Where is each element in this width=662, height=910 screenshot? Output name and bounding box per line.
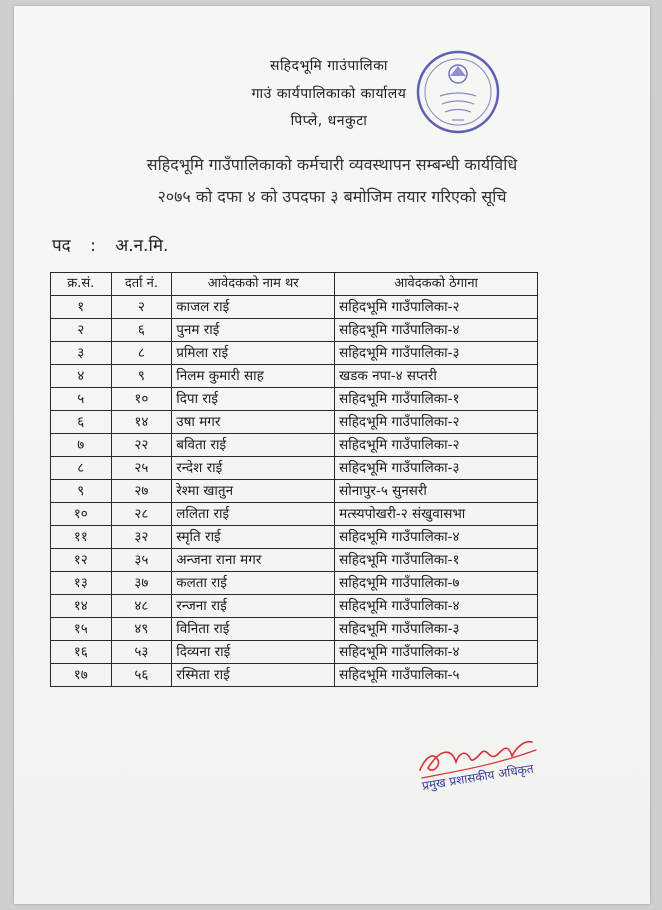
table-row	[51, 434, 538, 457]
cell-name: अन्जना राना मगर	[172, 549, 335, 572]
cell-address: सहिदभूमि गाउँपालिका-४	[335, 641, 538, 664]
notice-heading-line1: सहिदभूमि गाउँपालिकाको कर्मचारी व्यवस्थापन सम्बन्धी कार्यविधि	[146, 155, 518, 174]
cell-reg-no: ५६	[111, 664, 172, 687]
cell-reg-no: ८	[111, 342, 172, 365]
table-body	[51, 296, 538, 687]
header-name: आवेदकको नाम थर	[172, 273, 335, 296]
cell-reg-no: १०	[111, 388, 172, 411]
cell-name: दिपा राई	[172, 388, 335, 411]
table-row	[51, 411, 538, 434]
cell-address: सहिदभूमि गाउँपालिका-२	[335, 411, 538, 434]
cell-reg-no: २५	[111, 457, 172, 480]
cell-serial: ६	[51, 411, 112, 434]
cell-serial: १३	[51, 572, 112, 595]
cell-address: सोनापुर-५ सुनसरी	[335, 480, 538, 503]
cell-serial: १७	[51, 664, 112, 687]
cell-name: काजल राई	[172, 296, 335, 319]
cell-serial: ८	[51, 457, 112, 480]
cell-reg-no: २२	[111, 434, 172, 457]
cell-reg-no: ३७	[111, 572, 172, 595]
cell-address: सहिदभूमि गाउँपालिका-३	[335, 618, 538, 641]
cell-serial: १०	[51, 503, 112, 526]
applicant-table	[50, 272, 538, 687]
table-row	[51, 549, 538, 572]
office-address: पिप्ले, धनकुटा	[290, 113, 368, 129]
cell-serial: ५	[51, 388, 112, 411]
cell-name: कलता राई	[172, 572, 335, 595]
signature-caption: प्रमुख प्रशासकीय अधिकृत	[420, 761, 535, 793]
cell-name: स्मृति राई	[172, 526, 335, 549]
table-row	[51, 572, 538, 595]
cell-reg-no: ६	[111, 319, 172, 342]
cell-reg-no: ४९	[111, 618, 172, 641]
cell-name: रन्जना राई	[172, 595, 335, 618]
cell-serial: १५	[51, 618, 112, 641]
table-row	[51, 641, 538, 664]
cell-serial: १४	[51, 595, 112, 618]
cell-serial: १	[51, 296, 112, 319]
table-row	[51, 319, 538, 342]
header-reg-no: दर्ता नं.	[111, 273, 172, 296]
cell-name: दिव्यना राई	[172, 641, 335, 664]
cell-address: सहिदभूमि गाउँपालिका-३	[335, 457, 538, 480]
office-subtitle: गाउं कार्यपालिकाको कार्यालय	[251, 86, 407, 102]
cell-address: सहिदभूमि गाउँपालिका-१	[335, 549, 538, 572]
table-header-row	[51, 273, 538, 296]
cell-address: सहिदभूमि गाउँपालिका-४	[335, 595, 538, 618]
cell-name: प्रमिला राई	[172, 342, 335, 365]
post-line	[52, 233, 182, 256]
table-row	[51, 365, 538, 388]
cell-address: सहिदभूमि गाउँपालिका-५	[335, 664, 538, 687]
cell-address: सहिदभूमि गाउँपालिका-७	[335, 572, 538, 595]
office-stamp	[412, 46, 504, 138]
cell-serial: २	[51, 319, 112, 342]
cell-name: उषा मगर	[172, 411, 335, 434]
cell-address: खडक नपा-४ सप्तरी	[335, 365, 538, 388]
cell-address: सहिदभूमि गाउँपालिका-२	[335, 434, 538, 457]
table-row	[51, 526, 538, 549]
cell-serial: १६	[51, 641, 112, 664]
cell-serial: ११	[51, 526, 112, 549]
cell-serial: ७	[51, 434, 112, 457]
post-value: अ.न.मि.	[115, 236, 169, 256]
table-row	[51, 296, 538, 319]
cell-serial: ४	[51, 365, 112, 388]
cell-name: रेश्मा खातुन	[172, 480, 335, 503]
table-row	[51, 503, 538, 526]
cell-serial: ३	[51, 342, 112, 365]
post-separator: :	[90, 236, 96, 256]
header-address: आवेदकको ठेगाना	[335, 273, 538, 296]
office-name: सहिदभूमि गाउंपालिका	[269, 58, 388, 74]
cell-reg-no: १४	[111, 411, 172, 434]
table-row	[51, 480, 538, 503]
notice-heading-line2: २०७५ को दफा ४ को उपदफा ३ बमोजिम तयार गरिएको सूचि	[157, 187, 507, 206]
post-label: पद	[52, 236, 71, 256]
cell-name: रस्मिता राई	[172, 664, 335, 687]
cell-reg-no: २८	[111, 503, 172, 526]
cell-reg-no: ५३	[111, 641, 172, 664]
cell-address: सहिदभूमि गाउँपालिका-१	[335, 388, 538, 411]
cell-reg-no: ३५	[111, 549, 172, 572]
table-row	[51, 388, 538, 411]
table-row	[51, 664, 538, 687]
cell-address: मत्स्यपोखरी-२ संखुवासभा	[335, 503, 538, 526]
cell-serial: १२	[51, 549, 112, 572]
cell-address: सहिदभूमि गाउँपालिका-२	[335, 296, 538, 319]
cell-address: सहिदभूमि गाउँपालिका-४	[335, 319, 538, 342]
cell-name: ललिता राई	[172, 503, 335, 526]
cell-address: सहिदभूमि गाउँपालिका-३	[335, 342, 538, 365]
cell-reg-no: ३२	[111, 526, 172, 549]
cell-reg-no: २	[111, 296, 172, 319]
cell-name: बविता राई	[172, 434, 335, 457]
cell-address: सहिदभूमि गाउँपालिका-४	[335, 526, 538, 549]
cell-name: निलम कुमारी साह	[172, 365, 335, 388]
cell-serial: ९	[51, 480, 112, 503]
table-row	[51, 457, 538, 480]
cell-reg-no: ९	[111, 365, 172, 388]
header-serial: क्र.सं.	[51, 273, 112, 296]
table-row	[51, 342, 538, 365]
table-row	[51, 618, 538, 641]
cell-name: रन्देश राई	[172, 457, 335, 480]
document-page	[14, 6, 650, 904]
table-row	[51, 595, 538, 618]
cell-reg-no: २७	[111, 480, 172, 503]
cell-name: पुनम राई	[172, 319, 335, 342]
cell-reg-no: ४८	[111, 595, 172, 618]
cell-name: विनिता राई	[172, 618, 335, 641]
